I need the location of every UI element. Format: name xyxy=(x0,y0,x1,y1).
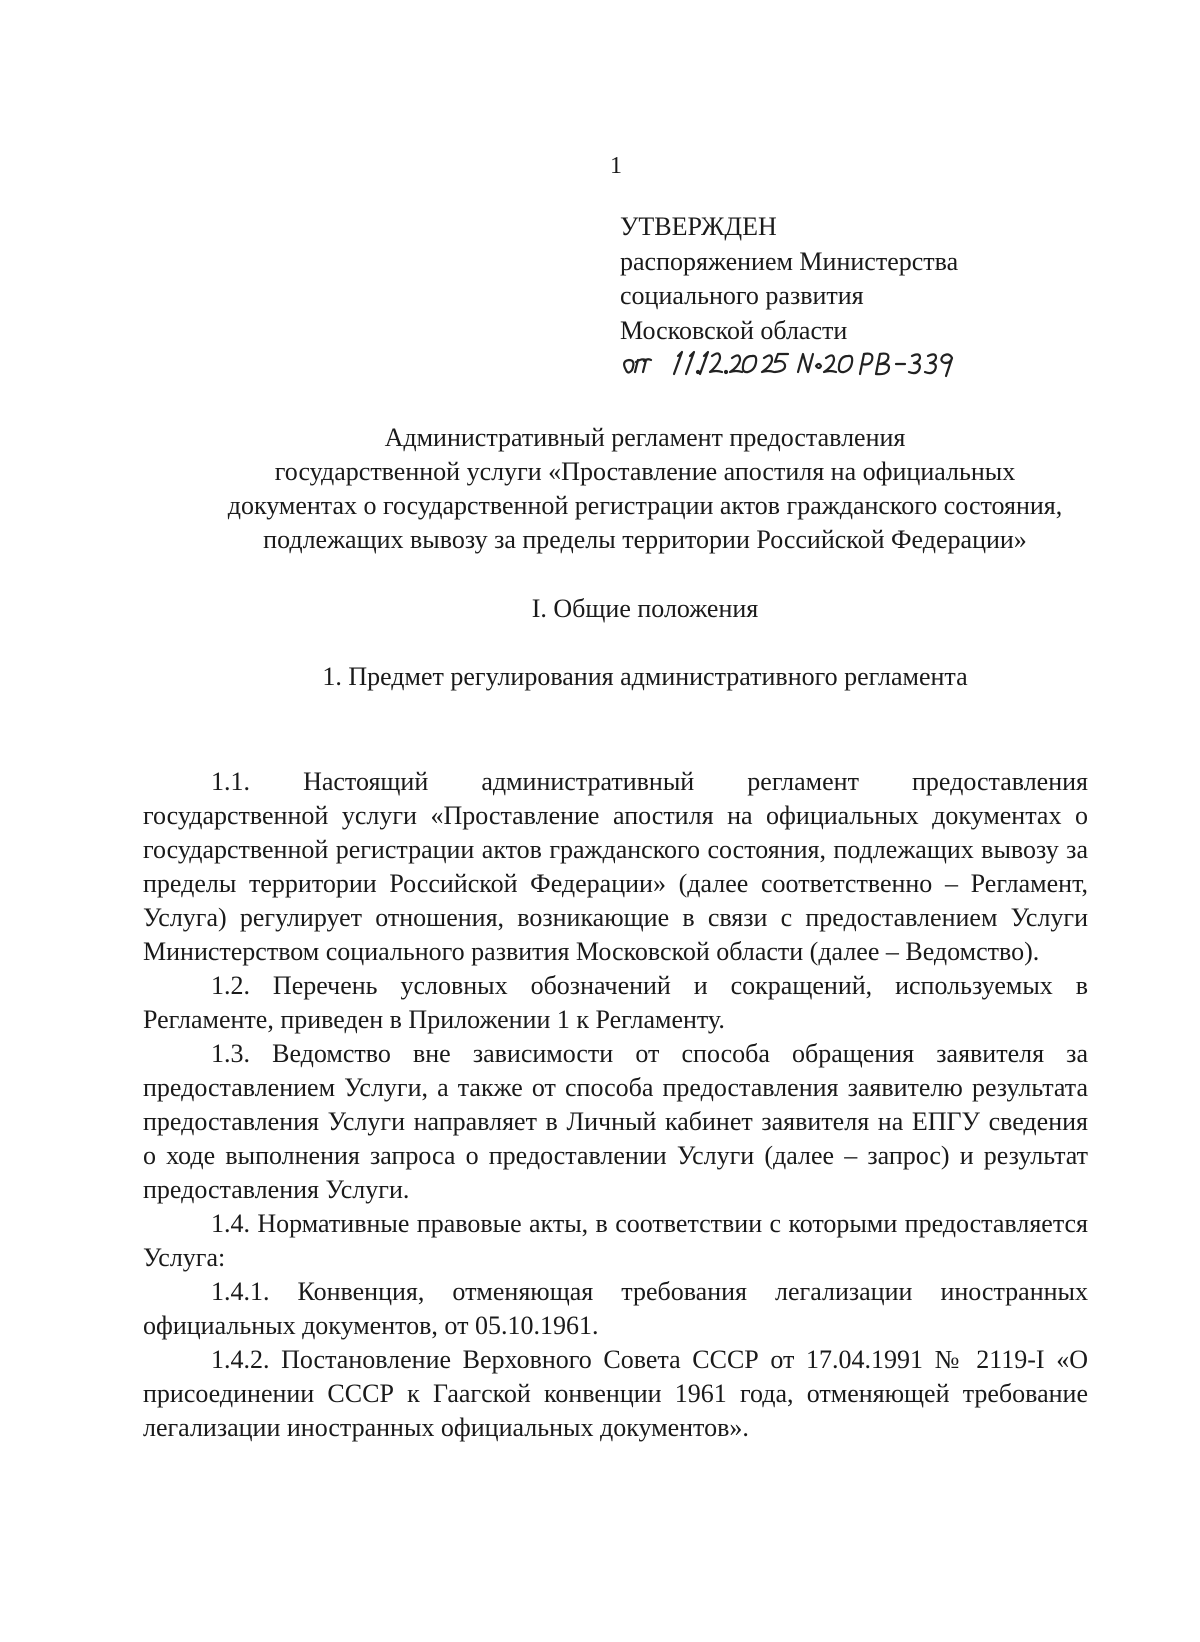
title-line: документах о государственной регистрации актов гражданского состояния, xyxy=(227,491,1063,520)
section-heading: I. Общие положения xyxy=(531,594,759,623)
approval-block xyxy=(620,210,958,348)
approval-line: социального развития xyxy=(620,281,864,310)
title-line: Административный регламент предоставления xyxy=(384,423,906,452)
paragraph-1-4: 1.4. Нормативные правовые акты, в соответствии с которыми предоставляется Услуга: xyxy=(143,1209,1088,1272)
paragraph-1-1: 1.1. Настоящий административный регламент предоставления государственной услуги «Проставление апостиля на официальных документах о государственной регистрации актов гражданского состояния, подлежащих вывозу за пределы территории Российской Федерации» (далее соответственно – Регламент, Услуга) регулирует отношения, возникающие в связи с предоставлением Услуги Министерством социального развития Московской области (далее – Ведомство). xyxy=(143,767,1088,966)
approval-heading: УТВЕРЖДЕН xyxy=(620,212,777,241)
approval-line: Московской области xyxy=(620,315,848,345)
page-number: 1 xyxy=(610,153,622,179)
approval-line: распоряжением Министерства xyxy=(620,246,959,276)
handwritten-date-signature xyxy=(620,344,960,382)
title-line: подлежащих вывозу за пределы территории Российской Федерации» xyxy=(263,525,1027,554)
title-line: государственной услуги «Проставление апостиля на официальных xyxy=(274,457,1016,486)
subsection-heading: 1. Предмет регулирования административного регламента xyxy=(322,662,968,691)
paragraph-1-3: 1.3. Ведомство вне зависимости от способа обращения заявителя за предоставлением Услуги, а также от способа предоставления заявителю результата предоставления Услуги направляет в Личный кабинет заявителя на ЕПГУ сведения о ходе выполнения запроса о предоставлении Услуги (далее – запрос) и результат предоставления Услуги. xyxy=(143,1039,1088,1204)
document-title xyxy=(140,421,1150,557)
paragraph-1-2: 1.2. Перечень условных обозначений и сокращений, используемых в Регламенте, приведен в Приложении 1 к Регламенту. xyxy=(143,971,1088,1034)
paragraph-1-4-1: 1.4.1. Конвенция, отменяющая требования легализации иностранных официальных документов, от 05.10.1961. xyxy=(143,1277,1088,1340)
paragraph-1-4-2: 1.4.2. Постановление Верховного Совета СССР от 17.04.1991 № 2119-I «О присоединении СССР к Гаагской конвенции 1961 года, отменяющей требование легализации иностранных официальных документов». xyxy=(143,1345,1088,1442)
body-text xyxy=(143,765,1088,1445)
